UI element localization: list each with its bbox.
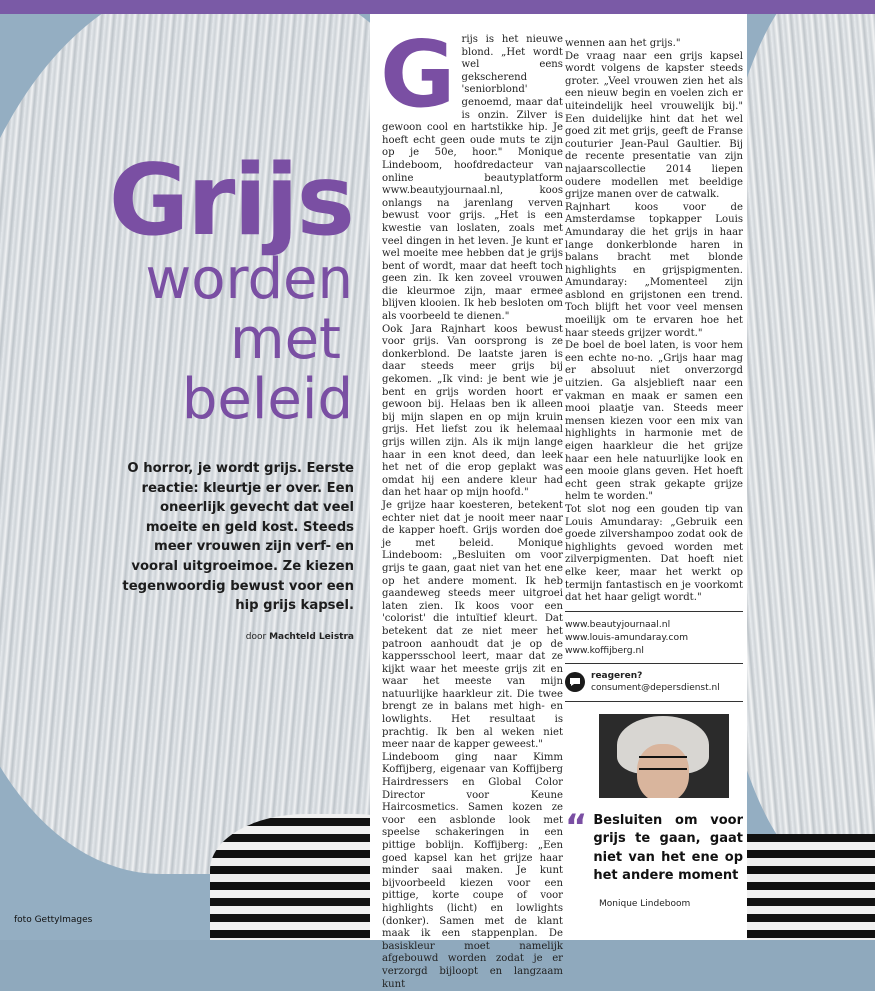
link-beautyjournaal[interactable]: www.beautyjournaal.nl bbox=[565, 618, 671, 630]
link-koffijberg[interactable]: www.koffijberg.nl bbox=[565, 644, 644, 656]
speech-bubble-icon bbox=[565, 672, 585, 692]
paragraph bbox=[380, 21, 563, 324]
byline-prefix: door bbox=[245, 632, 267, 642]
pull-quote bbox=[565, 806, 743, 886]
quote-mark-icon: “ bbox=[565, 806, 588, 847]
article-column-2 bbox=[565, 38, 743, 911]
paragraph: Je grijze haar koesteren, betekent echter niet dat je nooit meer naar de kapper hoeft. Grijs worden doe je met beleid. Monique Lindeboom: „Besluiten om voor grijs te gaan, gaat niet van het ene op het andere moment. Ik heb gaandeweg steeds meer uitgroei laten zien. Ik koos voor een 'colorist' die intuïtief kleurt. Dat betekent dat ze niet meer het patroon aanhoudt dat je op de kappersschool leert, maar dat ze kijkt waar het meeste grijs zit en waar het meeste van mijn natuurlijke haarkleur zit. Die twee brengt ze in balans met high- en lowlights. Het resultaat is prachtig. Ik ben al weken niet meer naar de kapper geweest." bbox=[382, 499, 563, 751]
paragraph: De boel de boel laten, is voor hem een echte no-no. „Grijs haar mag er absoluut niet onverzorgd uitzien. Ga alsjeblieft naar een vakman en maak er samen een mooi plaatje van. Steeds meer mensen kiezen voor een mix van highlights in harmonie met de eigen haarkleur die het grijze haar een hele natuurlijke look en een mooie glans geven. Het hoeft echt geen strak gekapte grijze helm te worden." bbox=[565, 340, 743, 503]
byline bbox=[200, 632, 354, 642]
paragraph: Lindeboom ging naar Kimm Koffijberg, eigenaar van Koffijberg Hairdressers en Global Color Director voor Keune Haircosmetics. Samen kozen ze voor een asblonde look met speelse schakeringen in een pittige boblijn. Koffijberg: „Een goed kapsel kan het grijze haar minder saai maken. Je kunt bijvoorbeeld kiezen voor een pittige, korte coupe of voor highlights (licht) en lowlights (donker). Samen met de klant maak ik een stappenplan. De basiskleur moet namelijk afgebouwd worden zodat je er verzorgd bijloopt en langzaam kunt bbox=[382, 751, 563, 990]
headline-line-2: worden bbox=[145, 247, 353, 312]
byline-author: Machteld Leistra bbox=[269, 632, 354, 642]
portrait-photo bbox=[599, 714, 729, 798]
portrait-glasses bbox=[639, 756, 687, 770]
divider bbox=[565, 611, 743, 612]
striped-collar-right bbox=[745, 834, 875, 940]
article-column-1 bbox=[380, 21, 563, 991]
drop-cap: G bbox=[380, 21, 456, 128]
react-label: reageren? bbox=[591, 670, 643, 681]
divider bbox=[565, 663, 743, 664]
top-color-bar bbox=[0, 0, 875, 14]
paragraph: wennen aan het grijs." bbox=[565, 38, 681, 49]
article-panel bbox=[370, 14, 747, 990]
paragraph: Tot slot nog een gouden tip van Louis Amundaray: „Gebruik een goede zilvershampoo zodat ook de highlights gevoed worden met zilverpigmenten. Dat hoeft niet elke keer, maar het werkt op termijn fantastisch en je voorkomt dat het haar geligt wordt." bbox=[565, 503, 743, 604]
paragraph: Ook Jara Rajnhart koos bewust voor grijs. Van oorsprong is ze donkerblond. De laatste jaren is daar steeds meer grijs bij gekomen. „Ik vind: je bent wie je bent en grijs worden hoort er gewoon bij. Helaas ben ik alleen bij mijn slapen en op mijn kruin grijs. Het liefst zou ik helemaal grijs willen zijn. Als ik mijn lange haar in een knot deed, dan leek het net of die erop geplakt was omdat hij een andere kleur had dan het haar op mijn hoofd." bbox=[382, 323, 563, 499]
paragraph: De vraag naar een grijs kapsel wordt volgens de kapster steeds groter. „Veel vrouwen zien het als een nieuw begin en voelen zich er uiteindelijk heel vrouwelijk bij." Een duidelijke hint dat het wel goed zit met grijs, geeft de Franse couturier Jean-Paul Gaultier. Bij de recente presentatie van zijn najaarscollectie 2014 liepen oudere modellen met beeldige grijze manen over de catwalk. bbox=[565, 50, 743, 201]
photo-credit: foto GettyImages bbox=[14, 915, 93, 925]
paragraph: Rajnhart koos voor de Amsterdamse topkapper Louis Amundaray die het grijs in haar lange donkerblonde haren in balans bracht met blonde highlights en grijspigmenten. Amundaray: „Momenteel zijn asblond en grijstonen een trend. Toch blijft het voor veel mensen moeilijk om te ervaren hoe het haar steeds grijzer wordt." bbox=[565, 201, 743, 339]
divider bbox=[565, 701, 743, 702]
intro-text: O horror, je wordt grijs. Eerste reactie: kleurtje er over. Een oneerlijk gevecht dat veel moeite en geld kost. Steeds meer vrouwen zijn verf- en vooral uitgroeimoe. Ze kiezen tegenwoordig bewust voor een hip grijs kapsel. bbox=[122, 461, 354, 614]
quote-text: Besluiten om voor grijs te gaan, gaat niet van het ene op het andere moment bbox=[593, 812, 743, 884]
headline-line-4: beleid bbox=[181, 367, 353, 432]
react-box bbox=[565, 670, 743, 695]
headline-line-1: Grijs bbox=[108, 144, 353, 258]
link-louis-amundaray[interactable]: www.louis-amundaray.com bbox=[565, 631, 689, 643]
portrait-face bbox=[637, 744, 689, 798]
headline bbox=[108, 144, 353, 432]
quote-author: Monique Lindeboom bbox=[599, 898, 691, 909]
link-list bbox=[565, 618, 743, 657]
react-email[interactable]: consument@depersdienst.nl bbox=[591, 683, 720, 694]
headline-line-3: met bbox=[230, 307, 341, 372]
paragraph-text: rijs is het nieuwe blond. „Het wordt wel eens gekscherend 'seniorblond' genoemd, maar dat is onzin. Zilver is gewoon cool en hartstikke hip. Je hoeft echt geen oude muts te zijn op je 50e, hoor." Monique Lindeboom, hoofdredacteur van online beautyplatform www.beautyjournaal.nl, koos onlangs na jarenlang verven bewust voor grijs. „Het is een kwestie van loslaten, zoals met veel dingen in het leven. Je kunt er wel moeite mee hebben dat je grijs bent of wordt, maar dat heeft toch geen zin. Ik ken zoveel vrouwen die kleurmoe zijn, maar ermee blijven klooien. Ik heb besloten om als voorbeeld te dienen." bbox=[382, 34, 563, 323]
